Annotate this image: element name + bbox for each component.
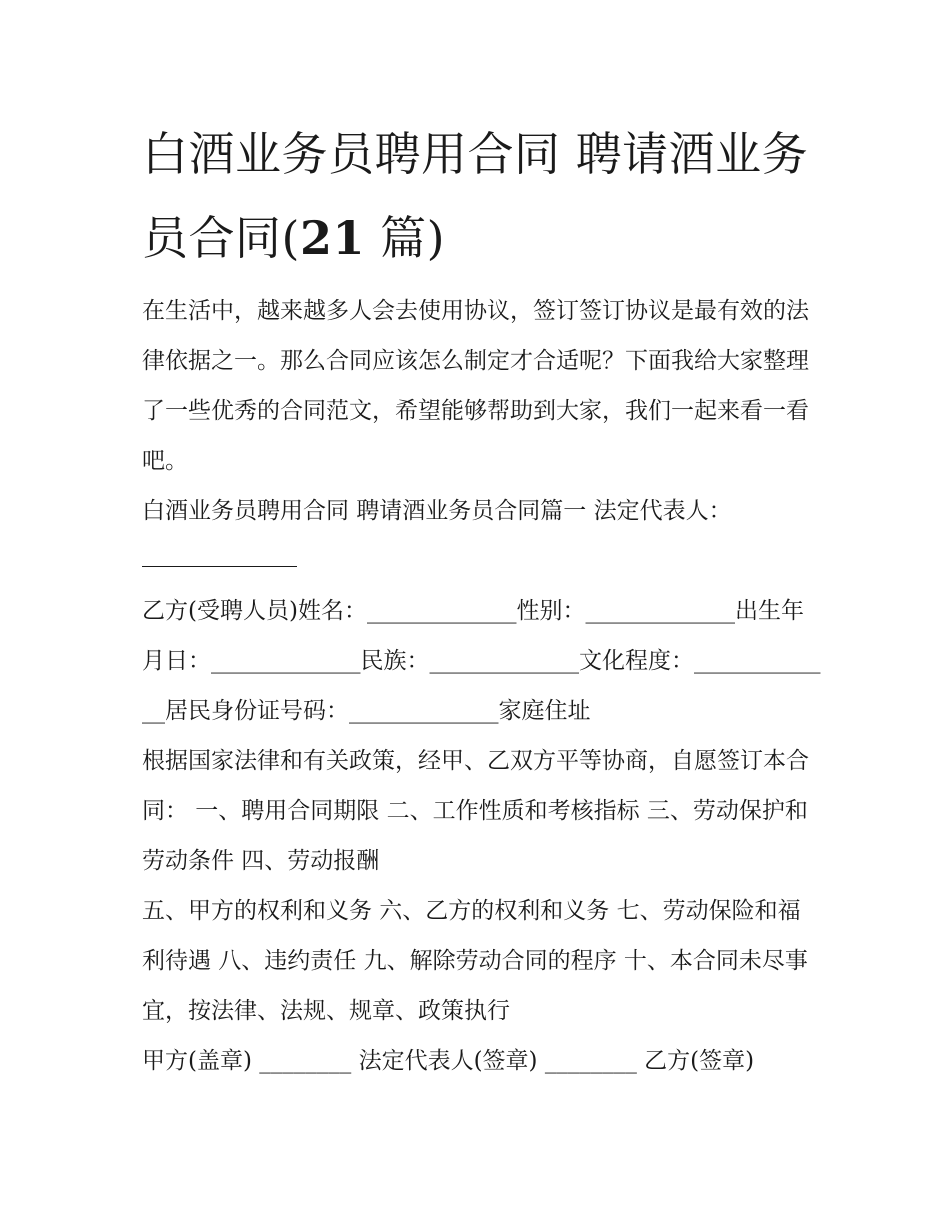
document-title bbox=[142, 112, 822, 280]
title-part-2: 篇) bbox=[364, 211, 446, 265]
agreement-clauses: 根据国家法律和有关政策，经甲、乙双方平等协商，自愿签订本合同： 一、聘用合同期限 二、工作性质和考核指标 三、劳动保护和劳动条件 四、劳动报酬 bbox=[142, 748, 809, 874]
representative-blank bbox=[142, 536, 822, 586]
party-b-info: 乙方(受聘人员)姓名：_____________性别：_____________出生年月日：_____________民族：_____________文化程度：_____________居民身份证号码：_____________家庭住址 bbox=[142, 598, 821, 724]
underline-blank bbox=[142, 536, 297, 567]
more-clauses: 五、甲方的权利和义务 六、乙方的权利和义务 七、劳动保险和福利待遇 八、违约责任 九、解除劳动合同的程序 十、本合同未尽事宜，按法律、法规、规章、政策执行 bbox=[142, 898, 808, 1024]
document-page bbox=[142, 112, 822, 1086]
title-count: 21 bbox=[299, 211, 365, 265]
signature-line: 甲方(盖章) ________ 法定代表人(签章) ________ 乙方(签章) bbox=[142, 1048, 755, 1074]
title-part-1: 白酒业务员聘用合同 聘请酒业务员合同( bbox=[142, 127, 809, 265]
section-heading: 白酒业务员聘用合同 聘请酒业务员合同篇一 法定代表人： bbox=[142, 498, 732, 524]
intro-paragraph: 在生活中，越来越多人会去使用协议，签订签订协议是最有效的法律依据之一。那么合同应该怎么制定才合适呢？下面我给大家整理了一些优秀的合同范文，希望能够帮助到大家，我们一起来看一看吧。 bbox=[142, 298, 809, 474]
